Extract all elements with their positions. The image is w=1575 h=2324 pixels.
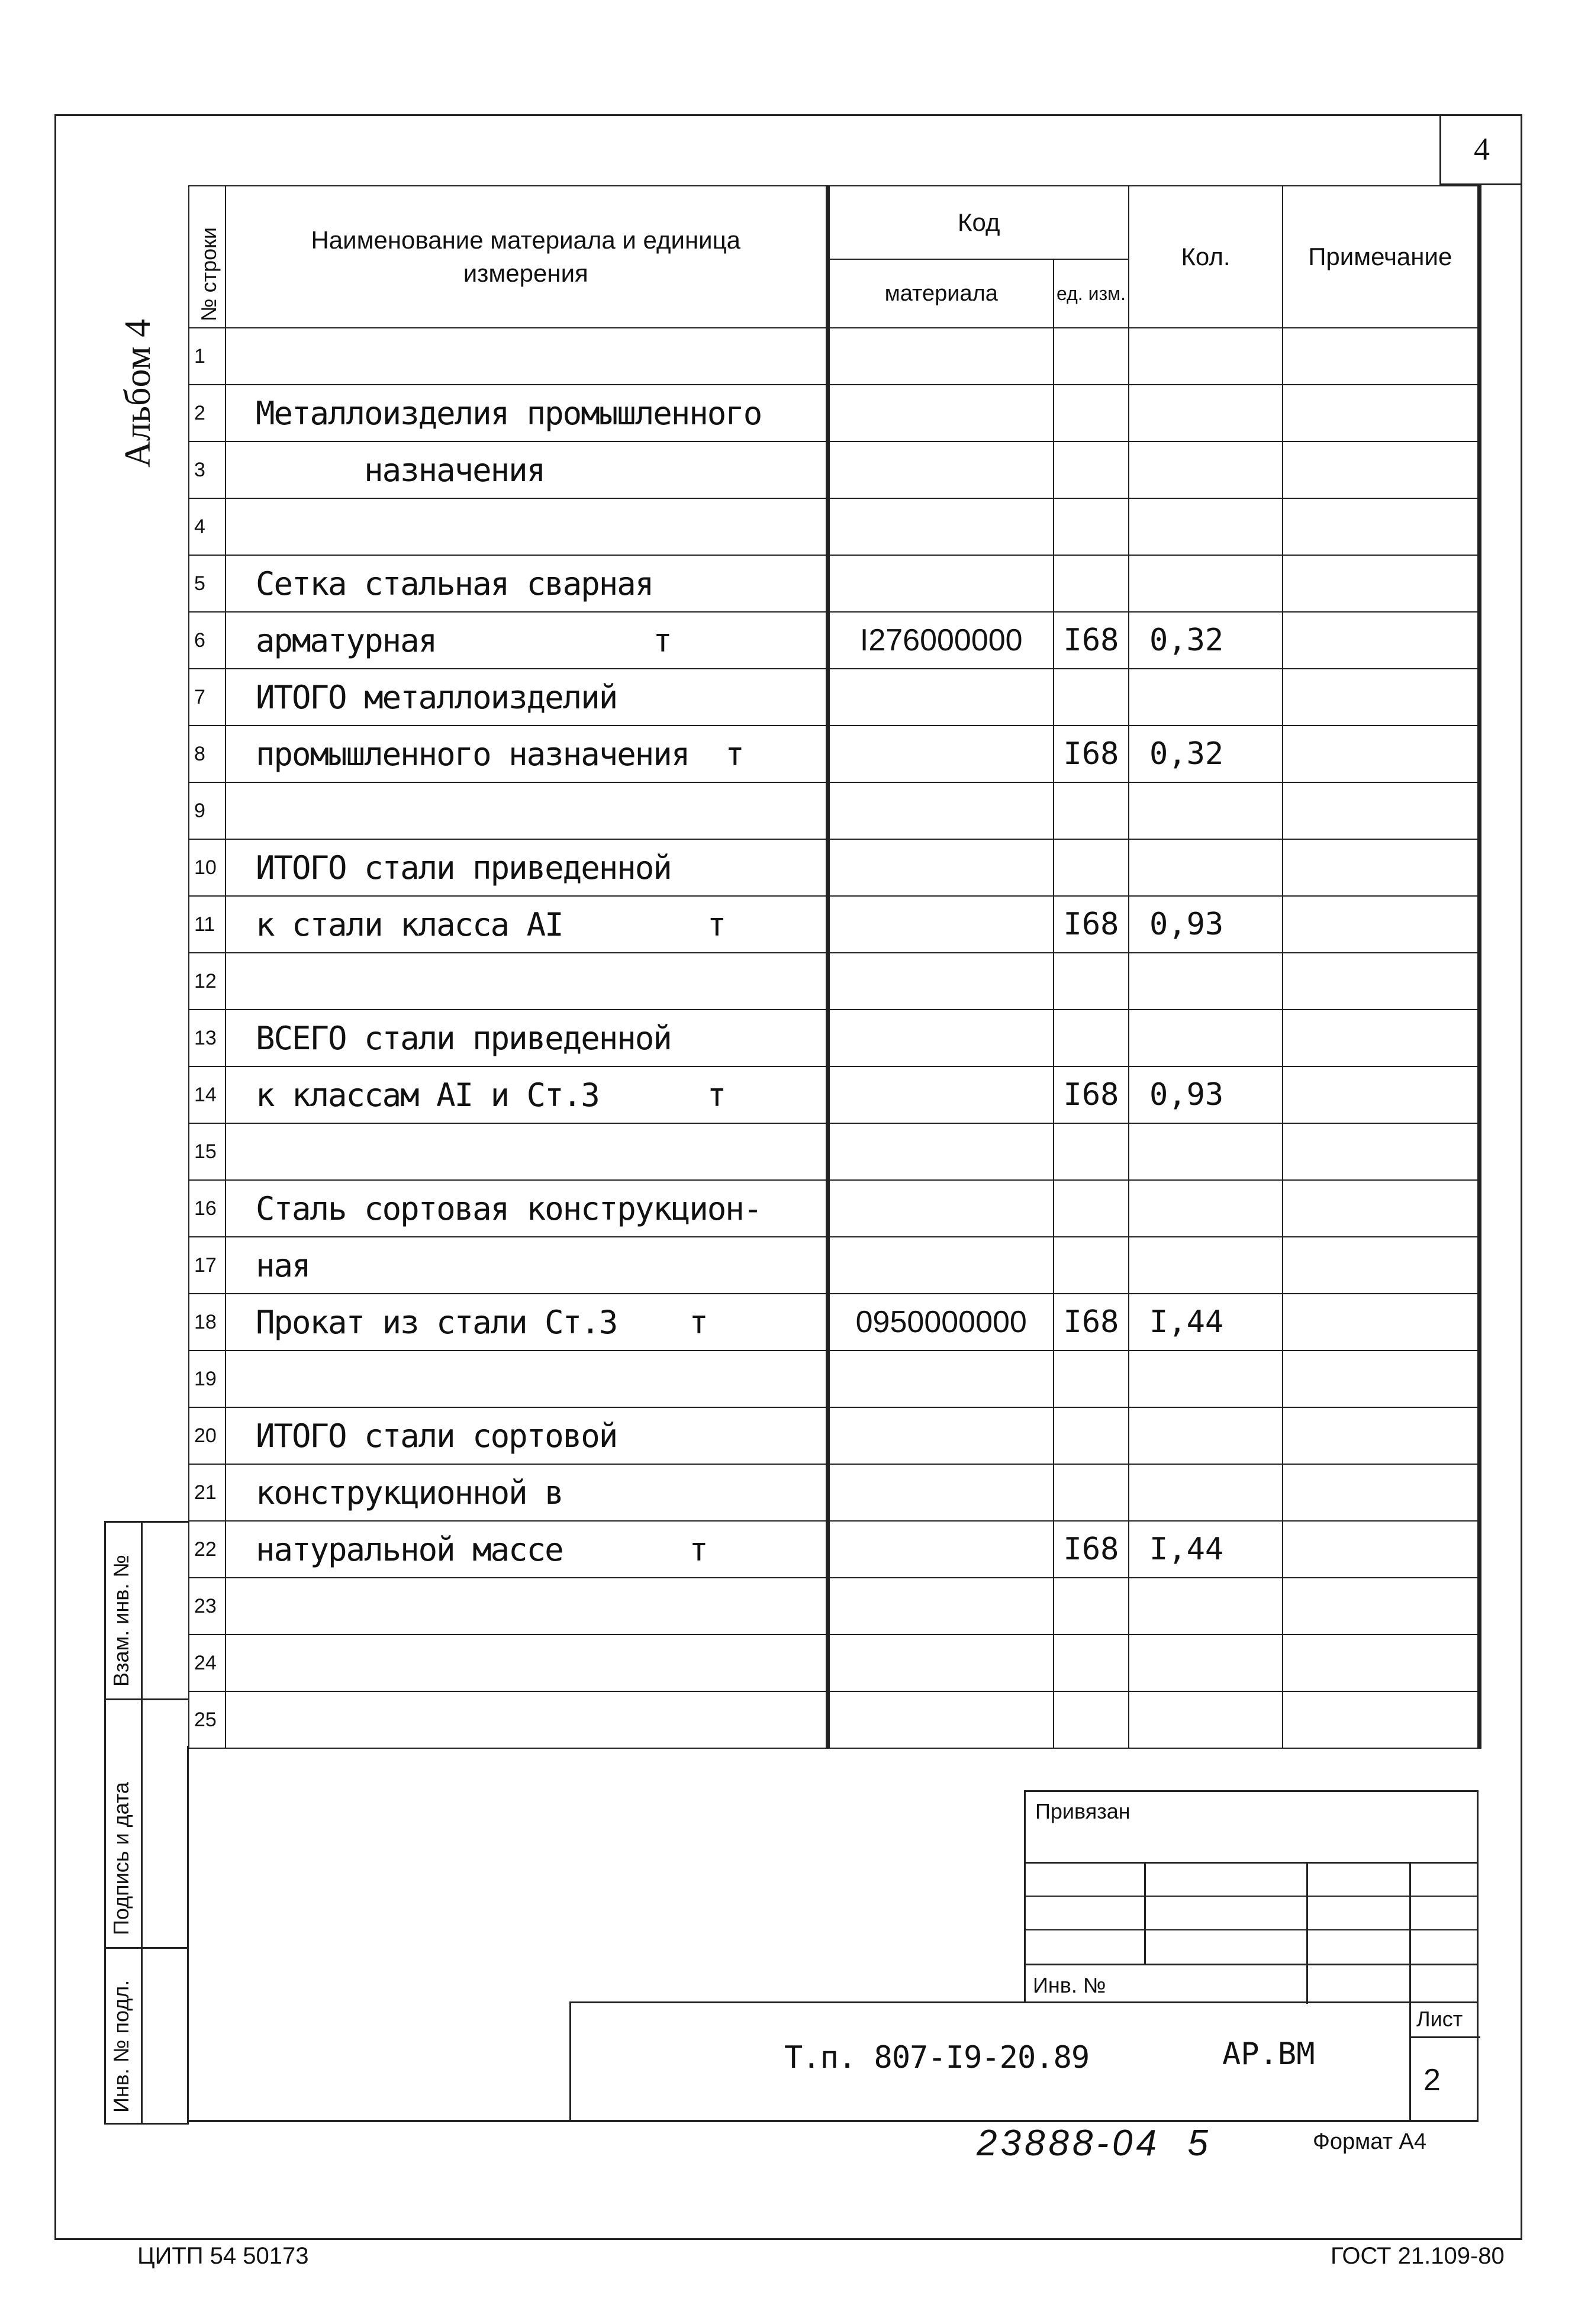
inv-no-label: Инв. № [1033, 1973, 1106, 1997]
row-code-unit: I68 [1054, 612, 1129, 669]
row-code-unit [1054, 669, 1129, 726]
row-code-material [827, 1407, 1054, 1464]
header-row-no-label: № строки [197, 227, 221, 321]
table-row [189, 953, 1479, 1010]
header-note: Примечание [1283, 186, 1479, 328]
row-code-unit: I68 [1054, 1521, 1129, 1578]
row-number: 4 [189, 498, 226, 555]
privyazan-label: Привязан [1035, 1799, 1130, 1823]
row-qty [1129, 555, 1283, 612]
stamp-privyazan [1024, 1790, 1479, 2003]
row-qty [1129, 328, 1283, 385]
table-row [189, 669, 1479, 726]
row-code-material [827, 1066, 1054, 1123]
row-qty [1129, 1180, 1283, 1237]
row-code-unit [1054, 1407, 1129, 1464]
row-name [226, 782, 827, 839]
row-qty [1129, 1010, 1283, 1066]
row-name: арматурная т [226, 612, 827, 669]
row-code-unit [1054, 1010, 1129, 1066]
row-name [226, 1350, 827, 1407]
sheet-label: Лист [1416, 2007, 1463, 2031]
row-note [1283, 1521, 1479, 1578]
table-row [189, 1578, 1479, 1635]
row-name [226, 1635, 827, 1691]
row-code-unit [1054, 385, 1129, 441]
row-qty [1129, 1350, 1283, 1407]
row-name [226, 1578, 827, 1635]
row-qty [1129, 1691, 1283, 1748]
row-name [226, 498, 827, 555]
row-number: 22 [189, 1521, 226, 1578]
row-code-material [827, 1635, 1054, 1691]
row-note [1283, 1464, 1479, 1521]
row-name: к классам АI и Ст.3 т [226, 1066, 827, 1123]
row-number: 20 [189, 1407, 226, 1464]
row-qty [1129, 839, 1283, 896]
row-note [1283, 441, 1479, 498]
row-qty: 0,93 [1129, 896, 1283, 953]
row-name [226, 1691, 827, 1748]
row-qty [1129, 1237, 1283, 1294]
row-code-material [827, 782, 1054, 839]
row-code-unit [1054, 1691, 1129, 1748]
row-number: 3 [189, 441, 226, 498]
row-note [1283, 1123, 1479, 1180]
row-number: 9 [189, 782, 226, 839]
row-number: 25 [189, 1691, 226, 1748]
row-code-material [827, 1691, 1054, 1748]
header-code-unit: ед. изм. [1054, 259, 1129, 328]
table-row [189, 1123, 1479, 1180]
row-code-material [827, 328, 1054, 385]
row-code-material [827, 669, 1054, 726]
header-row-no [189, 186, 226, 328]
doc-code: АР.ВМ [1222, 2036, 1315, 2072]
row-note [1283, 726, 1479, 782]
row-name: ВСЕГО стали приведенной [226, 1010, 827, 1066]
row-name: ИТОГО металлоизделий [226, 669, 827, 726]
row-note [1283, 1237, 1479, 1294]
row-qty [1129, 441, 1283, 498]
table-row [189, 555, 1479, 612]
header-name [226, 186, 827, 328]
row-code-material [827, 1464, 1054, 1521]
table-row [189, 385, 1479, 441]
row-number: 2 [189, 385, 226, 441]
row-number: 1 [189, 328, 226, 385]
header-qty: Кол. [1129, 186, 1283, 328]
row-note [1283, 1578, 1479, 1635]
format-label: Формат А4 [1313, 2129, 1427, 2154]
table-row [189, 1521, 1479, 1578]
row-number: 14 [189, 1066, 226, 1123]
row-note [1283, 1066, 1479, 1123]
field-inv-podl: Инв. № подл. [109, 1980, 133, 2113]
row-number: 18 [189, 1294, 226, 1350]
table-row [189, 1350, 1479, 1407]
designation: Т.п. 807-I9-20.89 [784, 2040, 1090, 2075]
table-row [189, 839, 1479, 896]
row-code-unit: I68 [1054, 896, 1129, 953]
row-code-material [827, 726, 1054, 782]
row-code-material [827, 896, 1054, 953]
row-note [1283, 1407, 1479, 1464]
row-name: Металлоизделия промышленного [226, 385, 827, 441]
row-name: ИТОГО стали приведенной [226, 839, 827, 896]
field-podpis-data: Подпись и дата [109, 1782, 133, 1935]
table-row [189, 896, 1479, 953]
sheet-value: 2 [1423, 2063, 1441, 2097]
table-row [189, 1066, 1479, 1123]
row-qty: I,44 [1129, 1521, 1283, 1578]
row-code-material [827, 1123, 1054, 1180]
row-code-material [827, 1237, 1054, 1294]
row-number: 21 [189, 1464, 226, 1521]
row-qty [1129, 1578, 1283, 1635]
row-qty [1129, 782, 1283, 839]
row-code-unit [1054, 328, 1129, 385]
table-row [189, 1464, 1479, 1521]
row-qty [1129, 1407, 1283, 1464]
row-code-unit [1054, 1237, 1129, 1294]
table-row [189, 782, 1479, 839]
table-row [189, 441, 1479, 498]
specification-table [188, 185, 1481, 1749]
row-code-material [827, 1521, 1054, 1578]
table-row [189, 498, 1479, 555]
row-code-unit [1054, 839, 1129, 896]
row-note [1283, 385, 1479, 441]
row-number: 6 [189, 612, 226, 669]
album-label: Альбом 4 [118, 318, 158, 468]
table-row [189, 1407, 1479, 1464]
row-qty [1129, 669, 1283, 726]
row-code-material: I276000000 [827, 612, 1054, 669]
table-row [189, 1635, 1479, 1691]
row-code-unit [1054, 1350, 1129, 1407]
row-note [1283, 839, 1479, 896]
table-row [189, 328, 1479, 385]
row-name: Сетка стальная сварная [226, 555, 827, 612]
row-name: промышленного назначения т [226, 726, 827, 782]
row-note [1283, 1635, 1479, 1691]
row-code-material [827, 1010, 1054, 1066]
row-number: 17 [189, 1237, 226, 1294]
row-qty [1129, 1635, 1283, 1691]
row-code-material [827, 1350, 1054, 1407]
row-note [1283, 498, 1479, 555]
row-qty [1129, 1123, 1283, 1180]
row-qty [1129, 953, 1283, 1010]
row-code-unit [1054, 1180, 1129, 1237]
row-code-unit [1054, 441, 1129, 498]
row-code-unit [1054, 498, 1129, 555]
row-note [1283, 1294, 1479, 1350]
row-code-unit [1054, 1578, 1129, 1635]
row-code-material: 0950000000 [827, 1294, 1054, 1350]
header-name-label: Наименование материала и единица измерения [311, 226, 741, 287]
row-note [1283, 1691, 1479, 1748]
row-note [1283, 896, 1479, 953]
row-code-unit [1054, 1635, 1129, 1691]
table-row [189, 1010, 1479, 1066]
row-qty: 0,32 [1129, 726, 1283, 782]
row-number: 13 [189, 1010, 226, 1066]
handwritten-number: 23888-04 5 [977, 2123, 1212, 2164]
row-number: 8 [189, 726, 226, 782]
row-number: 24 [189, 1635, 226, 1691]
row-name: Прокат из стали Ст.3 т [226, 1294, 827, 1350]
table-row [189, 1294, 1479, 1350]
row-code-unit [1054, 1464, 1129, 1521]
row-number: 7 [189, 669, 226, 726]
header-code-material: материала [827, 259, 1054, 328]
row-number: 16 [189, 1180, 226, 1237]
row-name: ИТОГО стали сортовой [226, 1407, 827, 1464]
footer-left: ЦИТП 54 50173 [137, 2243, 309, 2269]
row-code-material [827, 385, 1054, 441]
row-qty: 0,32 [1129, 612, 1283, 669]
row-code-unit: I68 [1054, 726, 1129, 782]
row-name: Сталь сортовая конструкцион- [226, 1180, 827, 1237]
row-qty [1129, 385, 1283, 441]
row-number: 23 [189, 1578, 226, 1635]
row-code-unit [1054, 1123, 1129, 1180]
row-qty: I,44 [1129, 1294, 1283, 1350]
row-qty [1129, 498, 1283, 555]
header-code: Код [827, 186, 1129, 259]
row-name: назначения [226, 441, 827, 498]
row-name: к стали класса АI т [226, 896, 827, 953]
row-number: 15 [189, 1123, 226, 1180]
row-note [1283, 1350, 1479, 1407]
row-number: 19 [189, 1350, 226, 1407]
table-row [189, 1691, 1479, 1748]
stamp-title [569, 2001, 1479, 2120]
row-code-material [827, 1180, 1054, 1237]
row-number: 5 [189, 555, 226, 612]
row-code-material [827, 498, 1054, 555]
table-row [189, 1180, 1479, 1237]
row-note [1283, 328, 1479, 385]
row-name [226, 1123, 827, 1180]
row-note [1283, 1180, 1479, 1237]
row-note [1283, 1010, 1479, 1066]
row-name: натуральной массе т [226, 1521, 827, 1578]
row-note [1283, 782, 1479, 839]
row-note [1283, 612, 1479, 669]
row-code-unit [1054, 555, 1129, 612]
sheet-number: 4 [1439, 114, 1522, 185]
row-name: конструкционной в [226, 1464, 827, 1521]
table-row [189, 726, 1479, 782]
row-note [1283, 669, 1479, 726]
row-code-material [827, 839, 1054, 896]
field-vzam-inv: Взам. инв. № [109, 1554, 133, 1687]
row-code-material [827, 555, 1054, 612]
row-code-material [827, 1578, 1054, 1635]
row-number: 12 [189, 953, 226, 1010]
row-code-unit [1054, 953, 1129, 1010]
row-number: 11 [189, 896, 226, 953]
table-row [189, 1237, 1479, 1294]
row-code-unit: I68 [1054, 1066, 1129, 1123]
row-note [1283, 953, 1479, 1010]
row-name: ная [226, 1237, 827, 1294]
table-body [189, 328, 1479, 1748]
table-row [189, 612, 1479, 669]
row-code-material [827, 441, 1054, 498]
row-number: 10 [189, 839, 226, 896]
row-qty: 0,93 [1129, 1066, 1283, 1123]
row-note [1283, 555, 1479, 612]
row-name [226, 328, 827, 385]
row-name [226, 953, 827, 1010]
footer-right: ГОСТ 21.109-80 [1331, 2243, 1505, 2269]
row-code-unit [1054, 782, 1129, 839]
row-qty [1129, 1464, 1283, 1521]
row-code-unit: I68 [1054, 1294, 1129, 1350]
row-code-material [827, 953, 1054, 1010]
